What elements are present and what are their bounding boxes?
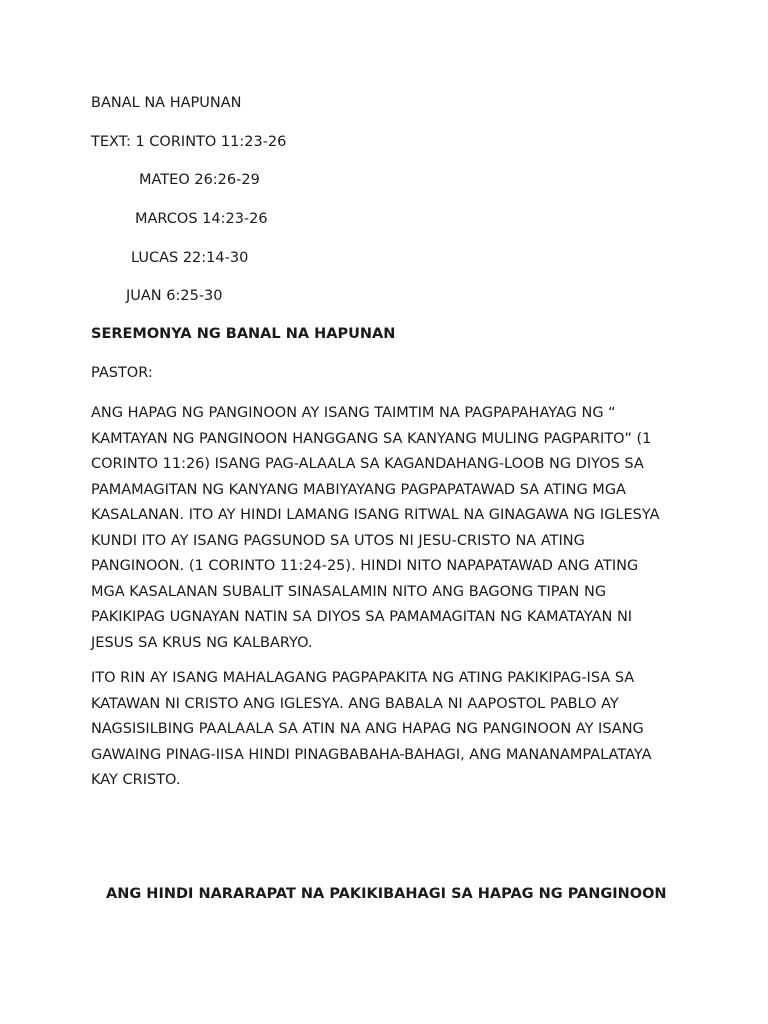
paragraph-line: KASALANAN. ITO AY HINDI LAMANG ISANG RITWAL NA GINAGAWA NG IGLESYA <box>91 507 660 523</box>
reference-mateo: MATEO 26:26-29 <box>139 172 260 188</box>
paragraph-line: ITO RIN AY ISANG MAHALAGANG PAGPAPAKITA NG ATING PAKIKIPAG-ISA SA <box>91 670 635 686</box>
reference-marcos: MARCOS 14:23-26 <box>135 211 268 227</box>
paragraph-line: KAMTAYAN NG PANGINOON HANGGANG SA KANYANG MULING PAGPARITO” (1 <box>91 430 652 447</box>
paragraph-1 <box>91 401 691 656</box>
paragraph-2 <box>91 666 691 794</box>
paragraph-line: JESUS SA KRUS NG KALBARYO. <box>91 634 313 651</box>
reference-corinto: 1 CORINTO 11:23-26 <box>135 134 287 150</box>
speaker-label: PASTOR: <box>91 365 153 381</box>
paragraph-line: KUNDI ITO AY ISANG PAGSUNOD SA UTOS NI JESU-CRISTO NA ATING <box>91 532 585 549</box>
document-title: BANAL NA HAPUNAN <box>91 95 242 111</box>
paragraph-line: CORINTO 11:26) ISANG PAG-ALAALA SA KAGANDAHANG-LOOB NG DIYOS SA <box>91 456 644 472</box>
reference-lucas: LUCAS 22:14-30 <box>131 250 249 266</box>
section-heading: SEREMONYA NG BANAL NA HAPUNAN <box>91 326 396 342</box>
paragraph-line: GAWAING PINAG-IISA HINDI PINAGBABAHA-BAHAGI, ANG MANANAMPALATAYA <box>91 746 652 763</box>
reference-juan: JUAN 6:25-30 <box>126 288 223 304</box>
text-reference-line <box>91 134 286 150</box>
paragraph-line: PANGINOON. (1 CORINTO 11:24-25). HINDI NITO NAPAPATAWAD ANG ATING <box>91 558 639 574</box>
paragraph-line: ANG HAPAG NG PANGINOON AY ISANG TAIMTIM NA PAGPAPAHAYAG NG “ <box>91 405 616 421</box>
subheading: ANG HINDI NARARAPAT NA PAKIKIBAHAGI SA HAPAG NG PANGINOON <box>106 886 667 902</box>
paragraph-line: PAKIKIPAG UGNAYAN NATIN SA DIYOS SA PAMAMAGITAN NG KAMATAYAN NI <box>91 609 633 625</box>
paragraph-line: MGA KASALANAN SUBALIT SINASALAMIN NITO ANG BAGONG TIPAN NG <box>91 583 607 600</box>
paragraph-line: KAY CRISTO. <box>91 772 181 788</box>
paragraph-line: NAGSISILBING PAALAALA SA ATIN NA ANG HAPAG NG PANGINOON AY ISANG <box>91 721 644 737</box>
paragraph-line: PAMAMAGITAN NG KANYANG MABIYAYANG PAGPAPATAWAD SA ATING MGA <box>91 481 626 498</box>
text-label: TEXT: <box>91 134 131 150</box>
paragraph-line: KATAWAN NI CRISTO ANG IGLESYA. ANG BABALA NI AAPOSTOL PABLO AY <box>91 695 619 712</box>
